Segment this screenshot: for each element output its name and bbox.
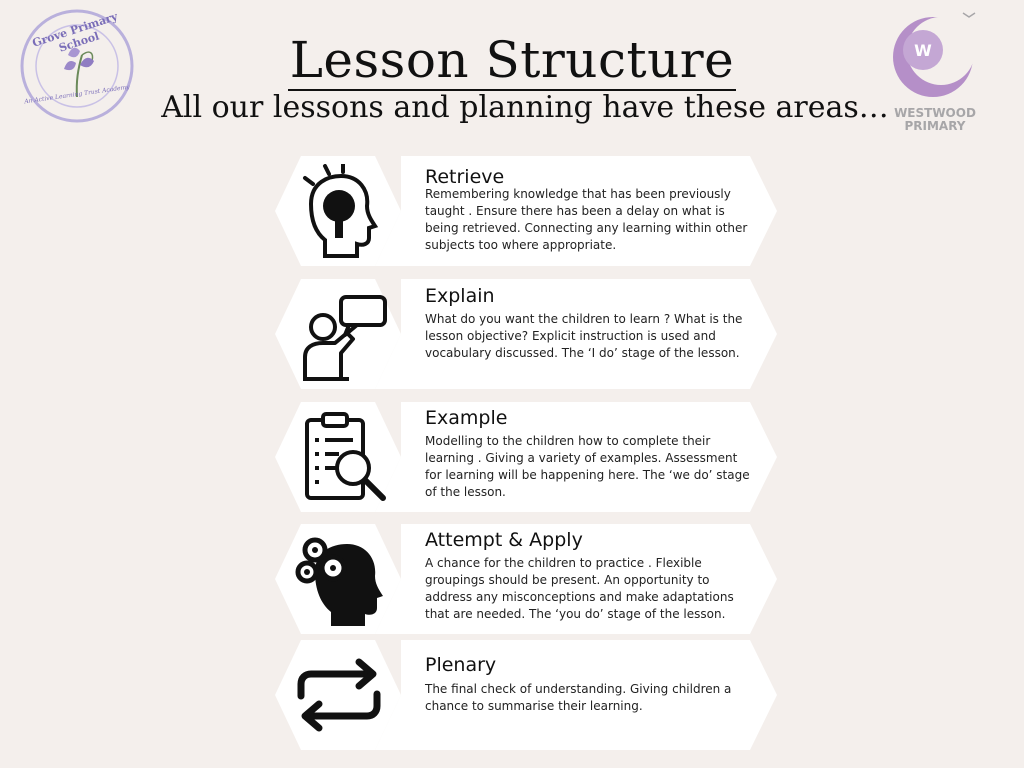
clipboard-magnifier-icon: [289, 410, 389, 504]
example-description: Modelling to the children how to complete their learning . Giving a variety of examples. Assessment for learning will be happening here. The ‘we do’ stage of the lesson.: [425, 434, 750, 499]
plenary-heading: Plenary: [425, 654, 497, 676]
step-retrieve: [275, 156, 777, 266]
step-attempt-apply: [275, 524, 777, 634]
repeat-arrows-icon: [289, 648, 389, 742]
step-example: [275, 402, 777, 512]
grove-school-name: Grove Primary School: [30, 9, 120, 55]
westwood-school-name: [885, 107, 985, 133]
teacher-speech-icon: [289, 287, 389, 381]
attempt-apply-heading: Attempt & Apply: [425, 529, 583, 551]
westwood-logo-letter: W: [914, 41, 932, 60]
brain-head-icon: [289, 164, 389, 258]
page-title: [0, 30, 1024, 90]
head-gears-icon: [289, 532, 389, 626]
example-heading: Example: [425, 407, 508, 429]
retrieve-heading: Retrieve: [425, 166, 505, 188]
page-title-text: Lesson Structure: [289, 31, 735, 89]
step-explain: [275, 279, 777, 389]
page-subtitle: All our lessons and planning have these areas…: [161, 90, 889, 125]
step-plenary: [275, 640, 777, 750]
explain-description: What do you want the children to learn ? What is the lesson objective? Explicit instruction is used and vocabulary discussed. The ‘I do’ stage of the lesson.: [425, 312, 743, 360]
retrieve-description: Remembering knowledge that has been previously taught . Ensure there has been a delay on what is being retrieved. Connecting any learning within other subjects too where appropriate.: [425, 187, 748, 252]
grove-school-motto: An Active Learning Trust Academy: [23, 83, 131, 106]
westwood-name-line1: WESTWOOD: [894, 106, 976, 120]
explain-heading: Explain: [425, 285, 495, 307]
westwood-name-line2: PRIMARY: [904, 119, 966, 133]
plenary-description: The final check of understanding. Giving children a chance to summarise their learning.: [425, 682, 732, 713]
attempt-apply-description: A chance for the children to practice . Flexible groupings should be present. An opportunity to address any misconceptions and make adaptations that are needed. The ‘you do’ stage of the lesson.: [425, 556, 734, 621]
